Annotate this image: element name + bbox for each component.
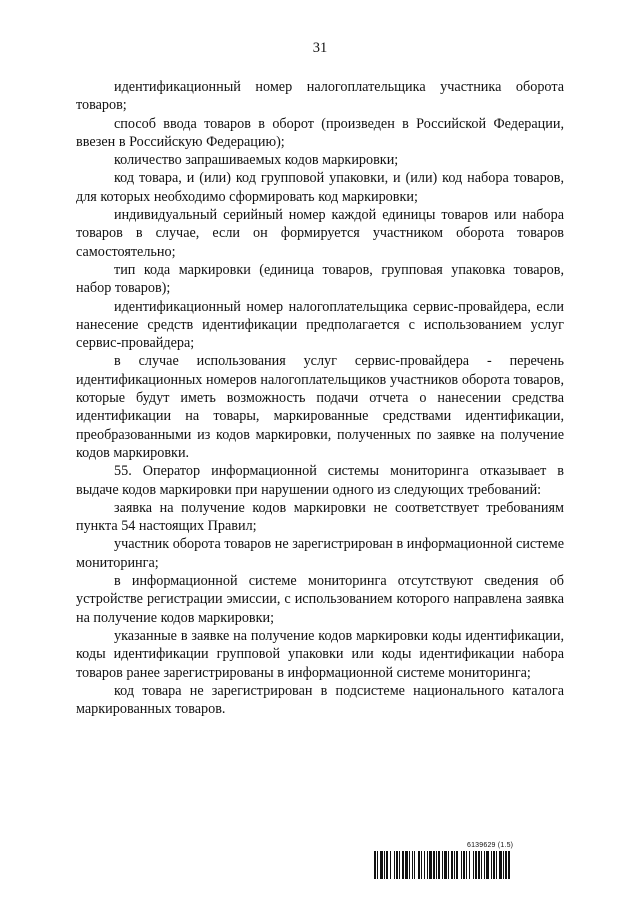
paragraph: в случае использования услуг сервис-провайдера - перечень идентификационных номеров налогоплательщиков участников оборота товаров, которые будут иметь возможность подачи отчета о нанесении средства идентификации на товары, маркированные средствами идентификации, преобразованными из кодов маркировки, полученных по заявке на получение кодов маркировки. [76,353,564,461]
paragraph: идентификационный номер налогоплательщика участника оборота товаров; [76,79,564,114]
paragraph: заявка на получение кодов маркировки не соответствует требованиям пункта 54 настоящих Правил; [76,499,564,535]
paragraph: участник оборота товаров не зарегистрирован в информационной системе мониторинга; [76,536,564,571]
barcode-icon [374,851,564,879]
document-body [76,78,564,718]
paragraph: способ ввода товаров в оборот (произведен в Российской Федерации, ввезен в Российскую Федерацию); [76,115,564,150]
paragraph: в информационной системе мониторинга отсутствуют сведения об устройстве регистрации эмиссии, с использованием которого направлена заявка на получение кодов маркировки; [76,573,564,626]
paragraph: указанные в заявке на получение кодов маркировки коды идентификации, коды идентификации групповой упаковки или коды идентификации набора товаров ранее зарегистрированы в информационной системе мониторинга; [76,627,564,681]
paragraph: код товара, и (или) код групповой упаковки, и (или) код набора товаров, для которых необходимо сформировать код маркировки; [76,170,564,205]
paragraph: количество запрашиваемых кодов маркировки; [114,152,399,169]
document-code: 6139629 (1.5) [467,842,514,849]
paragraph: тип кода маркировки (единица товаров, групповая упаковка товаров, набор товаров); [76,261,564,297]
paragraph: код товара не зарегистрирован в подсистеме национального каталога маркированных товаров. [76,682,564,718]
paragraph: 55. Оператор информационной системы мониторинга отказывает в выдаче кодов маркировки при нарушении одного из следующих требований: [76,463,564,498]
paragraph: идентификационный номер налогоплательщика сервис-провайдера, если нанесение средств идентификации предполагается с использованием услуг сервис-провайдера; [76,298,564,352]
paragraph: индивидуальный серийный номер каждой единицы товаров или набора товаров в случае, если он формируется участником оборота товаров самостоятельно; [76,207,564,260]
page-number: 31 [312,40,328,56]
